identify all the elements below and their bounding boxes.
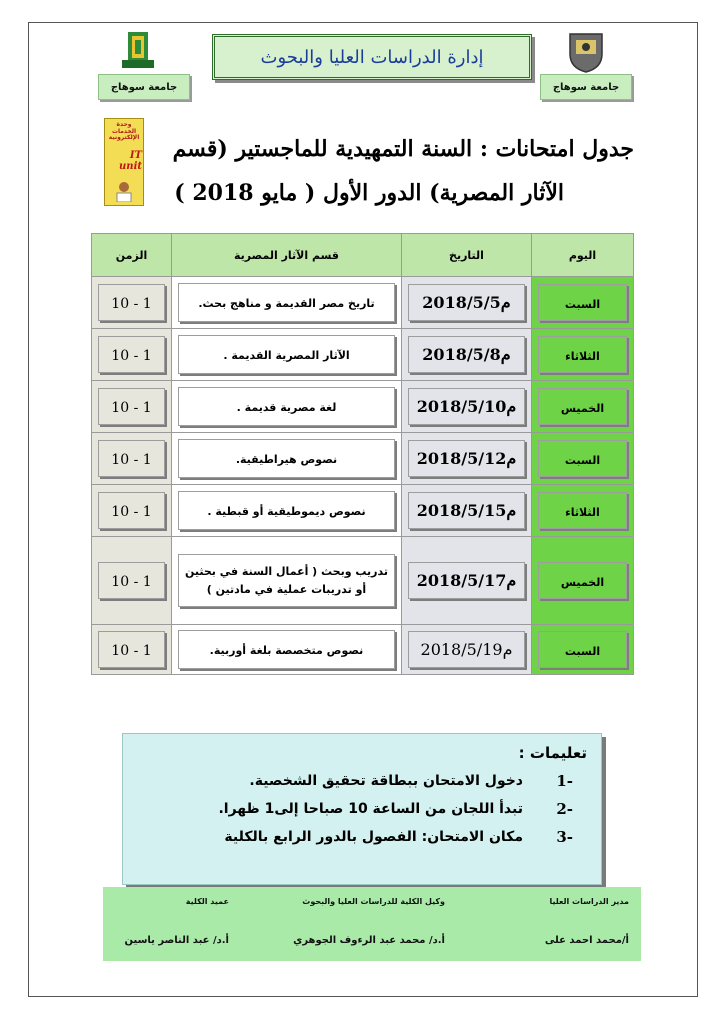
university-logo-icon <box>560 30 612 74</box>
faculty-logo-icon <box>112 30 164 74</box>
table-row <box>92 625 634 675</box>
signature-title: وكيل الكلية للدراسات العليا والبحوث <box>302 897 445 906</box>
department-title: إدارة الدراسات العليا والبحوث <box>212 34 532 80</box>
row-subject: نصوص متخصصة بلغة أوربية. <box>209 644 364 658</box>
it-unit-logo <box>104 118 144 206</box>
list-item <box>137 800 573 818</box>
row-time: 1 - 10 <box>111 452 152 468</box>
it-unit-logo-latin: IT unit <box>119 149 142 172</box>
header-date: التاريخ <box>402 234 532 277</box>
row-day: السبت <box>564 645 601 658</box>
row-subject: تاريخ مصر القديمة و مناهج بحث. <box>198 297 375 311</box>
signature-name: أ/محمد احمد على <box>544 935 629 946</box>
row-time: 1 - 10 <box>111 296 152 312</box>
row-day: الخميس <box>560 402 605 415</box>
row-time: 1 - 10 <box>111 348 152 364</box>
row-day: الثلاثاء <box>565 350 600 363</box>
table-row <box>92 381 634 433</box>
row-day: الثلاثاء <box>565 506 600 519</box>
header-subject: قسم الآثار المصرية <box>172 234 402 277</box>
person-icon <box>112 180 136 202</box>
row-subject: لغة مصرية قديمة . <box>236 401 337 415</box>
table-header-row <box>92 234 634 277</box>
university-label-left: جامعة سوهاج <box>98 74 190 100</box>
instructions-box <box>122 733 602 885</box>
header-time: الزمن <box>92 234 172 277</box>
row-date: 2018/5/5م <box>422 293 511 312</box>
header-day: اليوم <box>532 234 634 277</box>
table-row <box>92 485 634 537</box>
list-item <box>137 772 573 790</box>
signature-name: أ.د/ محمد عبد الرءوف الجوهري <box>293 935 445 946</box>
it-unit-logo-arabic: وحدة الخدمات الإلكترونية <box>108 121 140 142</box>
row-subject: نصوص هيراطيقية. <box>235 453 338 467</box>
row-day: السبت <box>564 298 601 311</box>
row-subject: نصوص ديموطيقية أو قبطية . <box>207 505 366 519</box>
instruction-number: 2- <box>556 800 573 818</box>
row-time: 1 - 10 <box>111 643 152 659</box>
table-row <box>92 433 634 485</box>
university-label-right: جامعة سوهاج <box>540 74 632 100</box>
row-time: 1 - 10 <box>111 504 152 520</box>
instruction-text: مكان الامتحان: الفصول بالدور الرابع بالكلية <box>224 829 523 845</box>
row-date: 2018/5/12م <box>416 449 517 468</box>
page-title-line2: الآثار المصرية) الدور الأول ( مايو 2018 ) <box>174 180 564 206</box>
table-row <box>92 329 634 381</box>
row-date: 2018/5/15م <box>416 501 517 520</box>
row-subject-line1: تدريب وبحث ( أعمال السنة في بحثين <box>185 564 388 578</box>
row-day: الخميس <box>560 576 605 589</box>
row-date: 2018/5/19م <box>420 640 513 659</box>
signatures-panel <box>103 887 641 961</box>
list-item <box>137 828 573 846</box>
instructions-title: تعليمات : <box>518 744 587 762</box>
row-subject: الآثار المصرية القديمة . <box>223 349 350 363</box>
signature-title: مدير الدراسات العليا <box>549 897 629 906</box>
row-date: 2018/5/17م <box>416 571 517 590</box>
table-row <box>92 537 634 625</box>
row-time: 1 - 10 <box>111 574 152 590</box>
row-time: 1 - 10 <box>111 400 152 416</box>
row-date: 2018/5/10م <box>416 397 517 416</box>
instruction-text: تبدأ اللجان من الساعة 10 صباحا إلى1 ظهرا. <box>218 801 523 817</box>
signature-title: عميد الكلية <box>185 897 229 906</box>
exam-schedule-table <box>91 233 634 675</box>
table-row <box>92 277 634 329</box>
row-subject-line2: أو تدريبات عملية في مادتين ) <box>206 582 367 596</box>
instruction-text: دخول الامتحان ببطاقة تحقيق الشخصية. <box>249 773 523 789</box>
instruction-number: 1- <box>556 772 573 790</box>
row-date: 2018/5/8م <box>422 345 511 364</box>
page-title-line1: جدول امتحانات : السنة التمهيدية للماجستير (قسم <box>172 136 634 162</box>
instruction-number: 3- <box>556 828 573 846</box>
signature-name: أ.د/ عبد الناصر ياسين <box>124 935 229 946</box>
row-day: السبت <box>564 454 601 467</box>
